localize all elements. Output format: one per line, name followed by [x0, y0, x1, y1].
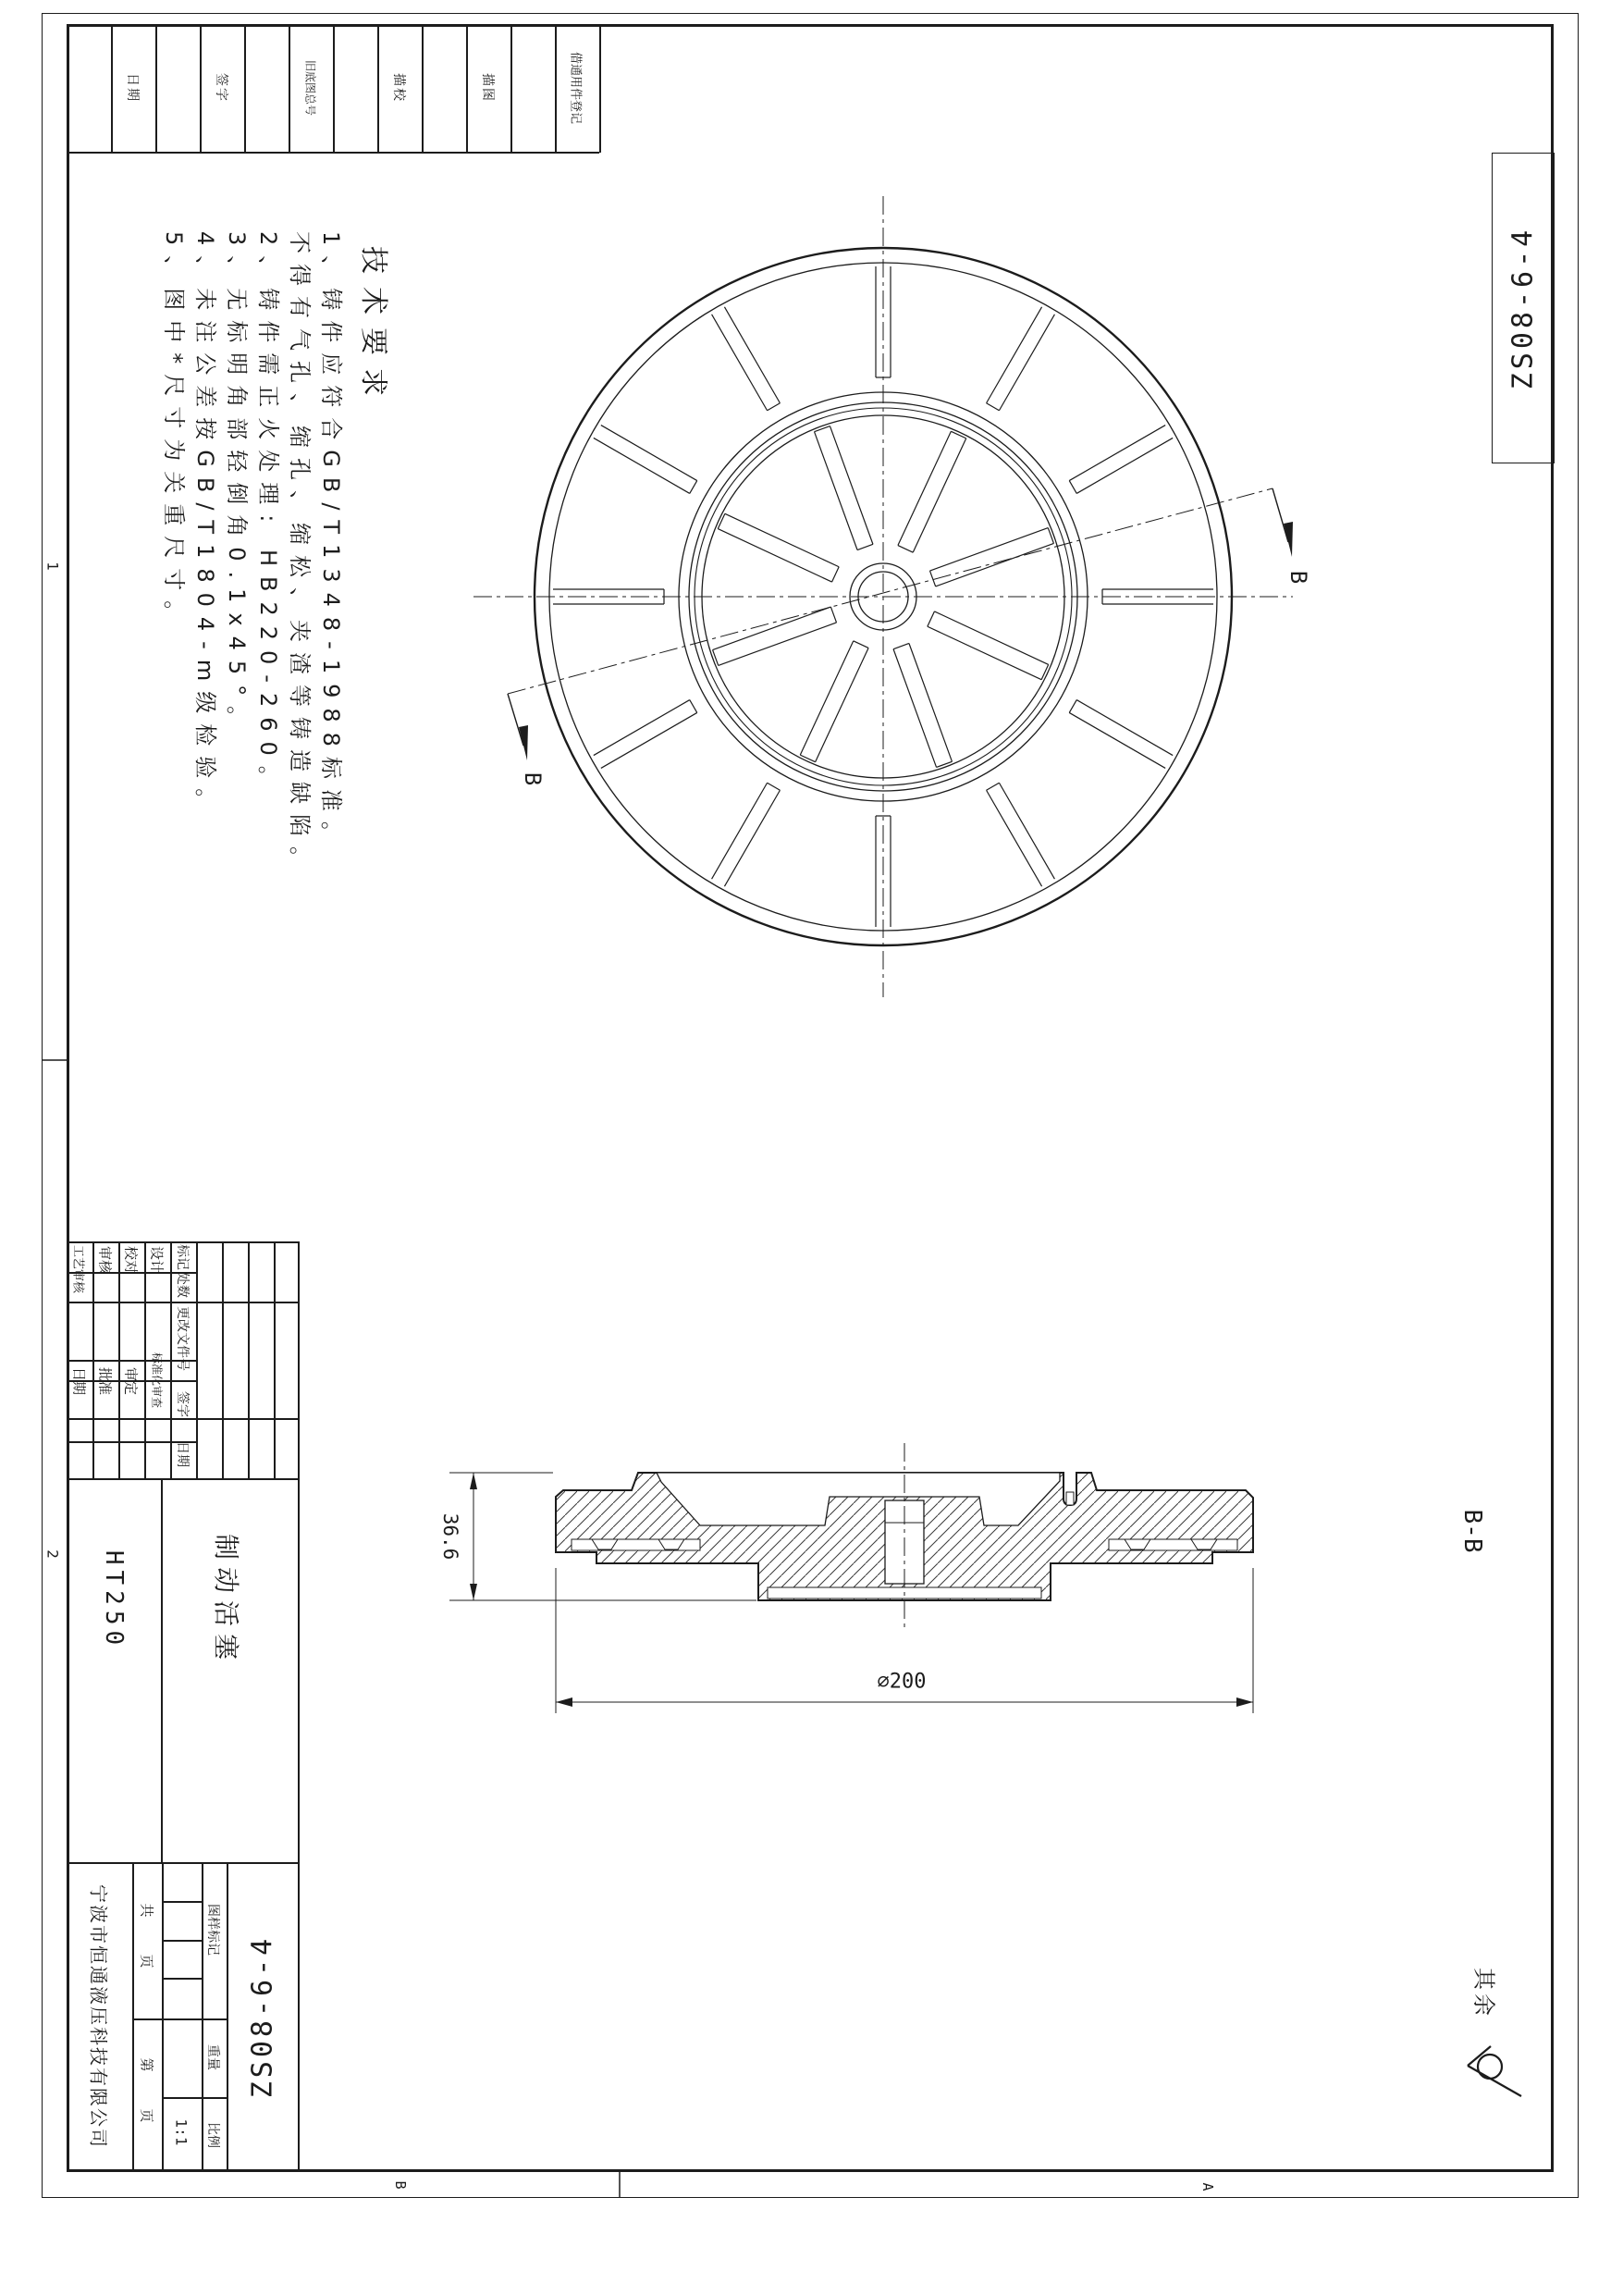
sheets-total-label: 共 [138, 1903, 155, 1918]
corner-drawing-number: ZS08-6-4 [1506, 226, 1540, 390]
role-label: 审核 [96, 1245, 114, 1275]
zone-col-a: A [1199, 2182, 1216, 2191]
section-title: B-B [1458, 1509, 1486, 1553]
sheet-no-label: 第 [138, 2057, 155, 2072]
tech-note: 5、图中*尺寸为关重尺寸。 [161, 231, 187, 634]
company-name: 宁波市恒通液压科技有限公司 [87, 1884, 110, 2149]
dim-diameter-text: ⌀200 [877, 1670, 927, 1694]
header-strip-label: 日期 [125, 73, 140, 103]
rev-label: 日期 [175, 1441, 190, 1467]
material-value: HT250 [100, 1549, 128, 1651]
tech-note: 4、未注公差按GB/T1804-m级检验。 [192, 231, 218, 821]
role-label: 批准 [96, 1366, 114, 1396]
tech-note: 3、无标明角部轻倒角0.1x45°。 [224, 231, 250, 739]
section-view [556, 1443, 1253, 1630]
header-strip-label: 旧底图总号 [303, 59, 317, 117]
header-strip-label: 签字 [214, 73, 228, 103]
front-view [473, 196, 1293, 997]
tech-note: 不得有气孔、缩孔、缩松、夹渣等铸造缺陷。 [287, 231, 313, 879]
tech-note: 2、铸件需正火处理: HB220-260。 [255, 231, 281, 798]
roughness-symbol [1468, 2046, 1521, 2096]
zone-row-2: 2 [43, 1549, 62, 1559]
part-name: 制动活塞 [211, 1533, 241, 1668]
centerlines [473, 196, 1293, 997]
header-strip-label: 描校 [391, 73, 406, 103]
sheets-total-unit: 页 [138, 1954, 155, 1969]
rev-label: 签字 [175, 1391, 190, 1417]
section-cut-arrows [508, 488, 1293, 760]
scale-value: 1:1 [172, 2118, 191, 2146]
stamp-label: 图样标记 [205, 1904, 220, 1956]
tech-note: 1、铸件应符合GB/T1348-1988标准。 [318, 231, 344, 854]
header-strip-label: 描图 [480, 73, 495, 103]
dim-height-text: 36.6 [439, 1512, 461, 1561]
zone-row-1: 1 [43, 562, 62, 571]
slot-detail [1066, 1492, 1074, 1505]
header-strip-label: 借通用件登记 [568, 51, 583, 125]
role-label: 标准化审查 [150, 1352, 164, 1409]
rev-label: 标记 [175, 1244, 190, 1270]
role-label: 审定 [122, 1366, 140, 1396]
finish-label: 其余 [1470, 1968, 1497, 2019]
section-arrow-label-top: B [1285, 570, 1311, 585]
rev-label: 更改文件号 [175, 1306, 190, 1371]
weight-label: 重量 [205, 2044, 220, 2070]
zone-col-b: B [392, 2180, 409, 2190]
section-arrow-label-bottom: B [520, 772, 546, 786]
role-label: 工艺审核 [70, 1244, 85, 1294]
role-label: 日期 [70, 1366, 88, 1396]
rev-label: 处数 [175, 1272, 190, 1298]
zone-ticks [42, 1060, 620, 2198]
role-label: 设计 [148, 1245, 166, 1275]
role-label: 校对 [122, 1245, 140, 1275]
scale-label: 比例 [205, 2122, 220, 2148]
tech-title: 技术要求 [357, 246, 389, 409]
drawing-number: ZS08-6-4 [246, 1934, 279, 2099]
sheet-no-unit: 页 [138, 2108, 155, 2123]
